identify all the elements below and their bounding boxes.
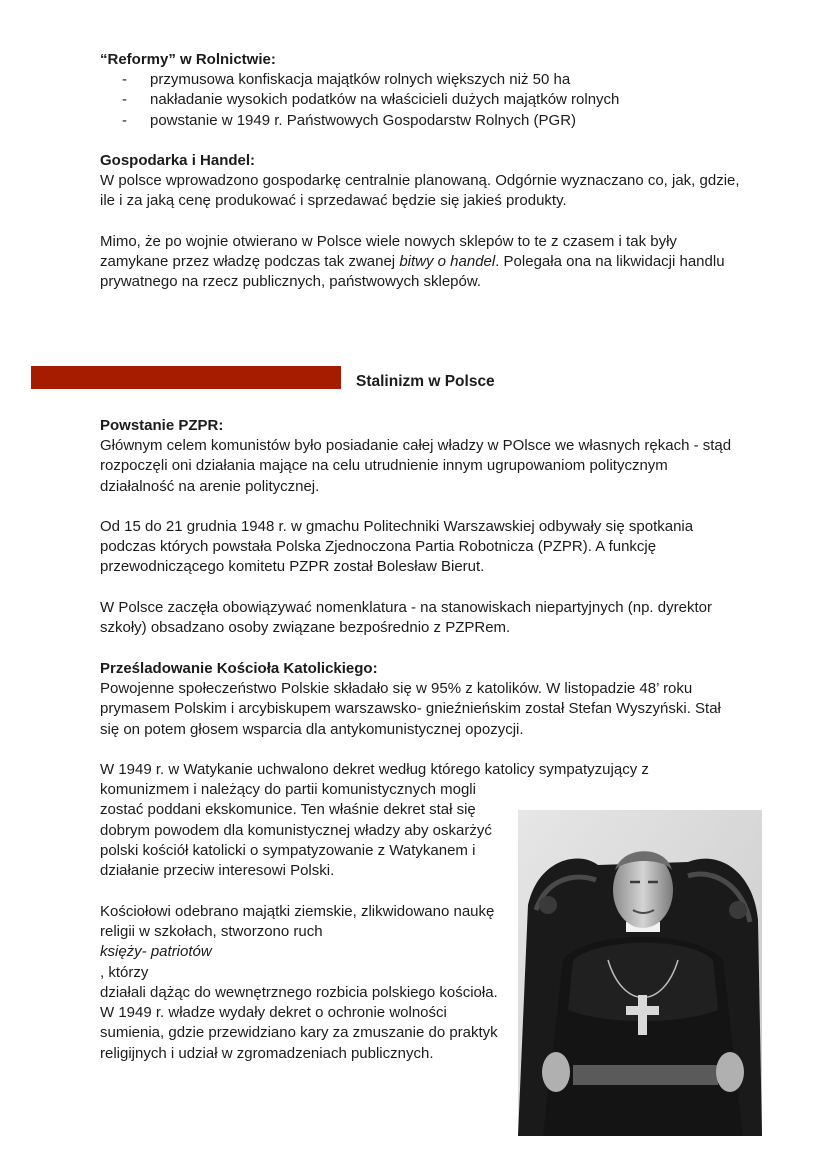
heading-agriculture-reforms: “Reformy” w Rolnictwie: <box>100 51 276 68</box>
text-line: działanie przeciw interesowi Polski. <box>100 862 335 880</box>
text-line: sumienia, gdzie przewidziano kary za zmuszanie do praktyk <box>100 1024 498 1042</box>
list-item: - nakładanie wysokich podatków na właścicieli dużych majątków rolnych <box>100 90 740 110</box>
emphasis-text: księży- patriotów <box>100 943 212 961</box>
emphasis-text: bitwy o handel <box>399 252 496 270</box>
paragraph <box>100 232 740 293</box>
section-pzpr <box>100 416 740 638</box>
heading-economy-trade: Gospodarka i Handel: <box>100 152 256 169</box>
paragraph: Głównym celem komunistów było posiadanie całej władzy w POlsce we własnych rękach - stąd rozpoczęli oni działania mające na celu utrudnienie innym ugrupowaniom politycznym działalność na arenie politycznej. <box>100 437 732 495</box>
text-line: Kościołowi odebrano majątki ziemskie, zlikwidowano naukę <box>100 902 495 920</box>
section-economy <box>100 151 740 292</box>
text-line: działali dążąc do wewnętrznego rozbicia polskiego kościoła. <box>100 983 498 1001</box>
paragraph-text: Mimo, że po wojnie otwierano w Polsce wiele nowych sklepów to te z czasem i tak były zamykane przez władzę podczas tak zwanej <box>100 232 677 270</box>
section-title: Stalinizm w Polsce <box>356 373 495 390</box>
paragraph: W Polsce zaczęła obowiązywać nomenklatura - na stanowiskach niepartyjnych (np. dyrektor szkoły) obsadzano osoby związane bezpośrednio z PZPRem. <box>100 598 712 637</box>
text-line: W 1949 r. w Watykanie uchwalono dekret według którego katolicy sympatyzujący z <box>100 760 649 778</box>
text-line: religijnych i udział w zgromadzeniach publicznych. <box>100 1044 434 1062</box>
portrait-illustration <box>518 810 762 1136</box>
text-line: zostać poddani ekskomunice. Ten właśnie dekret stał się <box>100 801 476 819</box>
section-agriculture <box>100 50 740 131</box>
paragraph: Od 15 do 21 grudnia 1948 r. w gmachu Politechniki Warszawskiej odbywały się spotkania podczas których powstała Polska Zjednoczona Partia Robotnicza (PZPR). A funkcję przewodniczącego komitetu PZPR został Bolesław Bierut. <box>100 517 694 576</box>
heading-church-persecution: Prześladowanie Kościoła Katolickiego: <box>100 660 378 677</box>
section-header-bar <box>31 366 341 389</box>
text-fragment: , którzy <box>100 963 149 981</box>
text-line: W 1949 r. władze wydały dekret o ochronie wolności <box>100 1004 447 1022</box>
reforms-list <box>100 70 740 131</box>
paragraph: W polsce wprowadzono gospodarkę centralnie planowaną. Odgórnie wyznaczano co, jak, gdzie, ile i za jaką cenę produkować i sprzedawać będzie się jakieś produkty. <box>100 172 740 210</box>
list-item: - powstanie w 1949 r. Państwowych Gospodarstw Rolnych (PGR) <box>100 111 740 131</box>
paragraph-text: . Polegała ona na likwidacji handlu prywatnego na rzecz publicznych, państwowych sklepów. <box>100 252 725 291</box>
portrait-photo <box>518 810 762 1136</box>
text-line: polski kościół katolicki o sympatyzowanie z Watykanem i <box>100 842 476 860</box>
text-line: dobrym powodem dla komunistycznej władzy aby oskarżyć <box>100 821 492 839</box>
paragraph: Powojenne społeczeństwo Polskie składało się w 95% z katolików. W listopadzie 48’ roku prymasem Polskim i arcybiskupem warszawsko- gnieźnieńskim został Stefan Wyszyński. Stał się on potem głosem wsparcia dla antykomunistycznej opozycji. <box>100 680 721 738</box>
list-item: - przymusowa konfiskacja majątków rolnych większych niż 50 ha <box>100 70 740 90</box>
text-fragment: religii w szkołach, stworzono ruch <box>100 922 323 940</box>
heading-pzpr: Powstanie PZPR: <box>100 417 224 434</box>
text-line: komunizmem i należący do partii komunistycznych mogli <box>100 781 476 799</box>
